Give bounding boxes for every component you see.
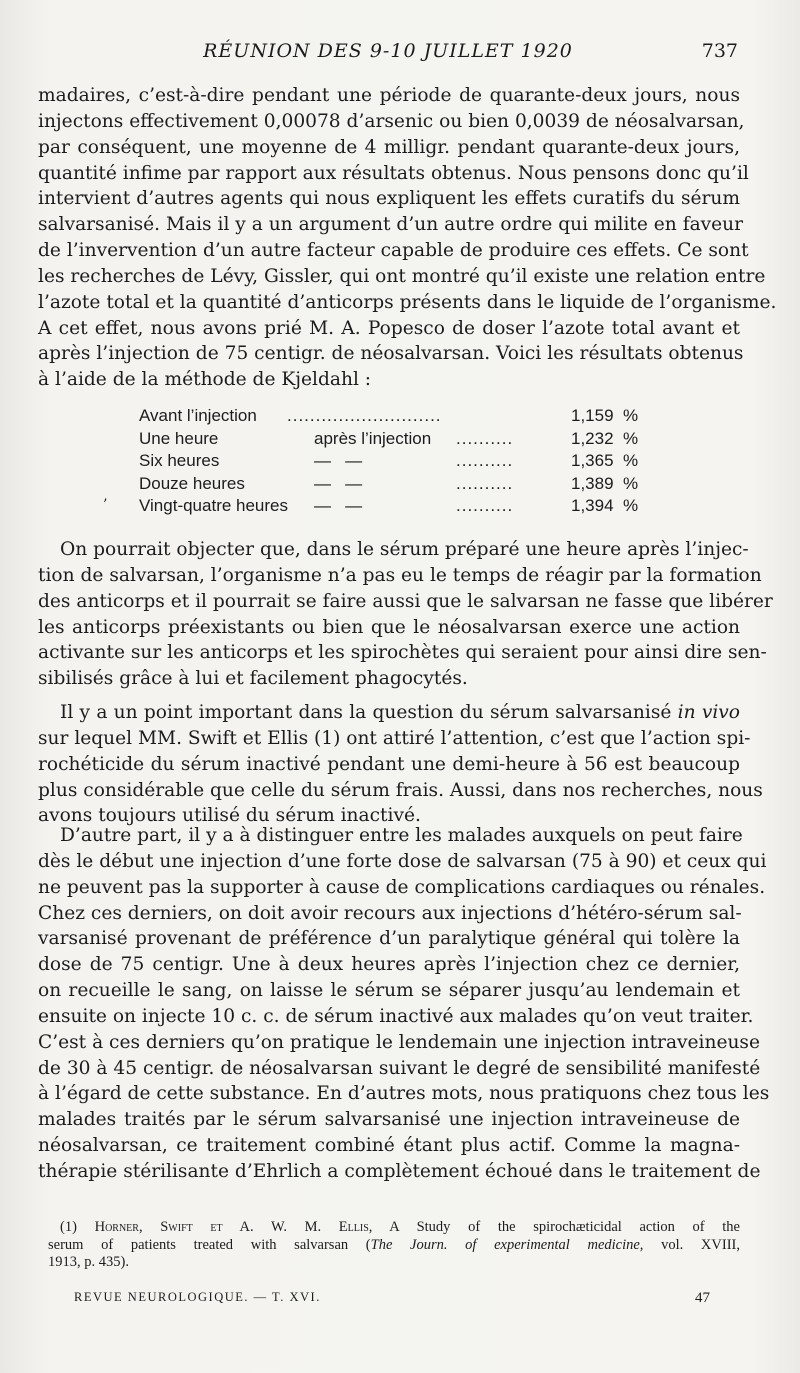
italic-run: in vivo xyxy=(677,702,740,723)
text-line: On pourrait objecter que, dans le sérum préparé une heure après l’injec- xyxy=(60,539,749,560)
row-value: 1,232 xyxy=(571,428,614,448)
footnote-authors: Horner, Swift et A. W. M. Ellis, xyxy=(94,1219,373,1235)
table-row xyxy=(139,428,659,451)
paragraph-4 xyxy=(38,823,770,1185)
row-label-2: — — xyxy=(314,451,363,470)
leader-dots: .......... xyxy=(456,451,514,470)
row-value: 1,389 xyxy=(571,473,614,493)
row-label: Vingt-quatre heures xyxy=(139,496,289,515)
paragraph-3 xyxy=(38,700,763,829)
text-line: ne peuvent pas la supporter à cause de complications cardiaques ou rénales. xyxy=(38,876,766,898)
text-line: dose de 75 centigr. Une à deux heures après l’injection chez ce dernier, xyxy=(38,954,740,976)
text-line: Chez ces derniers, on doit avoir recours aux injections d’hétéro-sérum sal- xyxy=(38,902,742,924)
text-line: varsanisé provenant de préférence d’un paralytique général qui tolère la xyxy=(38,928,740,950)
table-row xyxy=(139,405,659,428)
row-label-2: après l’injection xyxy=(314,428,432,448)
signature-number: 47 xyxy=(695,1290,710,1306)
text-line: dès le début une injection d’une forte dose de salvarsan (75 à 90) et ceux qui xyxy=(38,850,767,872)
text-line: C’est à ces derniers qu’on pratique le lendemain une injection intraveineuse xyxy=(38,1031,760,1053)
row-value: 1,159 xyxy=(571,406,614,425)
text-line: néosalvarsan, ce traitement combiné étant plus actif. Comme la magna- xyxy=(38,1135,740,1157)
row-label: Douze heures xyxy=(139,473,245,493)
text-line: sur lequel MM. Swift et Ellis (1) ont attiré l’attention, c’est que l’action spi- xyxy=(38,727,751,749)
results-table xyxy=(139,405,659,518)
row-unit: % xyxy=(623,496,639,515)
text-line: salvarsanisé. Mais il y a un argument d’un autre ordre qui milite en faveur xyxy=(38,214,744,236)
row-unit: % xyxy=(623,406,639,425)
text-line: on recueille le sang, on laisse le sérum se séparer jusqu’au lendemain et xyxy=(38,980,740,1002)
text-line: activante sur les anticorps et les spirochètes qui seraient pour ainsi dire sen- xyxy=(38,642,767,664)
row-label-2: — — xyxy=(314,496,363,515)
footnote-marker: (1) xyxy=(60,1219,77,1235)
row-value: 1,394 xyxy=(571,496,614,515)
text-line: ensuite on injecte 10 c. c. de sérum inactivé aux malades qu’on veut traiter. xyxy=(38,1005,754,1027)
footnote-line xyxy=(48,1219,740,1237)
text-line: intervient d’autres agents qui nous expliquent les effets curatifs du sérum xyxy=(38,188,740,210)
text-run: A Study of the spirochæticidal action of the xyxy=(372,1219,740,1235)
leader-dots: .......... xyxy=(456,473,514,493)
text-line: quantité infime par rapport aux résultats obtenus. Nous pensons donc qu’il xyxy=(38,162,749,184)
text-line: sibilisés grâce à lui et facilement phagocytés. xyxy=(38,668,468,690)
margin-mark: ’ xyxy=(103,497,108,513)
text-line: à l’égard de cette substance. En d’autres mots, nous pratiquons chez tous les xyxy=(38,1083,770,1105)
text-run: serum of patients treated with salvarsan ( xyxy=(48,1236,371,1253)
row-label: Une heure xyxy=(139,428,219,448)
running-title: RÉUNION DES 9-10 JUILLET 1920 xyxy=(203,40,573,62)
row-value: 1,365 xyxy=(571,451,614,470)
page-footer xyxy=(74,1290,710,1310)
table-row xyxy=(139,450,659,473)
footnote-line xyxy=(48,1237,740,1255)
leader-dots: .......... xyxy=(456,496,514,515)
row-unit: % xyxy=(623,428,639,448)
text-line: A cet effet, nous avons prié M. A. Popesco de doser l’azote total avant et xyxy=(38,317,740,339)
text-line: les anticorps préexistants ou bien que le néosalvarsan exerce une action xyxy=(38,616,740,638)
text-line: avons toujours utilisé du sérum inactivé. xyxy=(38,805,421,827)
footnote-line: 1913, p. 435). xyxy=(48,1254,129,1270)
leader-dots: ........................... xyxy=(287,406,442,425)
leader-dots: .......... xyxy=(456,428,514,448)
text-line: par conséquent, une moyenne de 4 milligr. pendant quarante-deux jours, xyxy=(38,136,740,158)
text-line xyxy=(38,700,740,726)
text-line: malades traités par le sérum salvarsanisé une injection intraveineuse de xyxy=(38,1109,740,1131)
text-line: thérapie stérilisante d’Ehrlich a complètement échoué dans le traitement de xyxy=(38,1160,761,1182)
row-label: Avant l’injection xyxy=(139,406,257,425)
text-line: madaires, c’est-à-dire pendant une période de quarante-deux jours, nous xyxy=(38,85,740,106)
paragraph-2 xyxy=(38,537,773,692)
text-line: injectons effectivement 0,00078 d’arsenic ou bien 0,0039 de néosalvarsan, xyxy=(38,110,745,132)
footnote xyxy=(48,1219,740,1272)
table-row xyxy=(139,473,659,496)
table-row xyxy=(139,495,659,518)
text-line: des anticorps et il pourrait se faire aussi que le salvarsan ne fasse que libérer xyxy=(38,590,773,612)
text-run: Il y a un point important dans la question du sérum salvarsanisé xyxy=(60,702,678,723)
page-number: 737 xyxy=(701,40,738,62)
journal-title: The Journ. of experimental medicine, xyxy=(370,1236,644,1253)
row-unit: % xyxy=(623,451,639,470)
text-line: à l’aide de la méthode de Kjeldahl : xyxy=(38,369,372,391)
running-header xyxy=(38,40,738,70)
paragraph-1 xyxy=(38,83,777,393)
text-line: D’autre part, il y a à distinguer entre les malades auxquels on peut faire xyxy=(60,825,743,846)
text-run: vol. XVIII, xyxy=(643,1236,740,1253)
row-label: Six heures xyxy=(139,451,220,470)
text-line: après l’injection de 75 centigr. de néosalvarsan. Voici les résultats obtenus xyxy=(38,343,744,365)
text-line: rochéticide du sérum inactivé pendant une demi-heure à 56 est beaucoup xyxy=(38,753,740,775)
text-line: tion de salvarsan, l’organisme n’a pas eu le temps de réagir par la formation xyxy=(38,564,762,586)
row-unit: % xyxy=(623,473,639,493)
text-line: plus considérable que celle du sérum frais. Aussi, dans nos recherches, nous xyxy=(38,779,763,801)
text-line: de l’invervention d’un autre facteur capable de produire ces effets. Ce sont xyxy=(38,240,749,262)
text-line: l’azote total et la quantité d’anticorps présents dans le liquide de l’organisme. xyxy=(38,291,777,313)
text-line: de 30 à 45 centigr. de néosalvarsan suivant le degré de sensibilité manifesté xyxy=(38,1057,761,1079)
row-label-2: — — xyxy=(314,473,363,493)
journal-name: REVUE NEUROLOGIQUE. — T. XVI. xyxy=(74,1290,321,1304)
text-line: les recherches de Lévy, Gissler, qui ont montré qu’il existe une relation entre xyxy=(38,265,766,287)
